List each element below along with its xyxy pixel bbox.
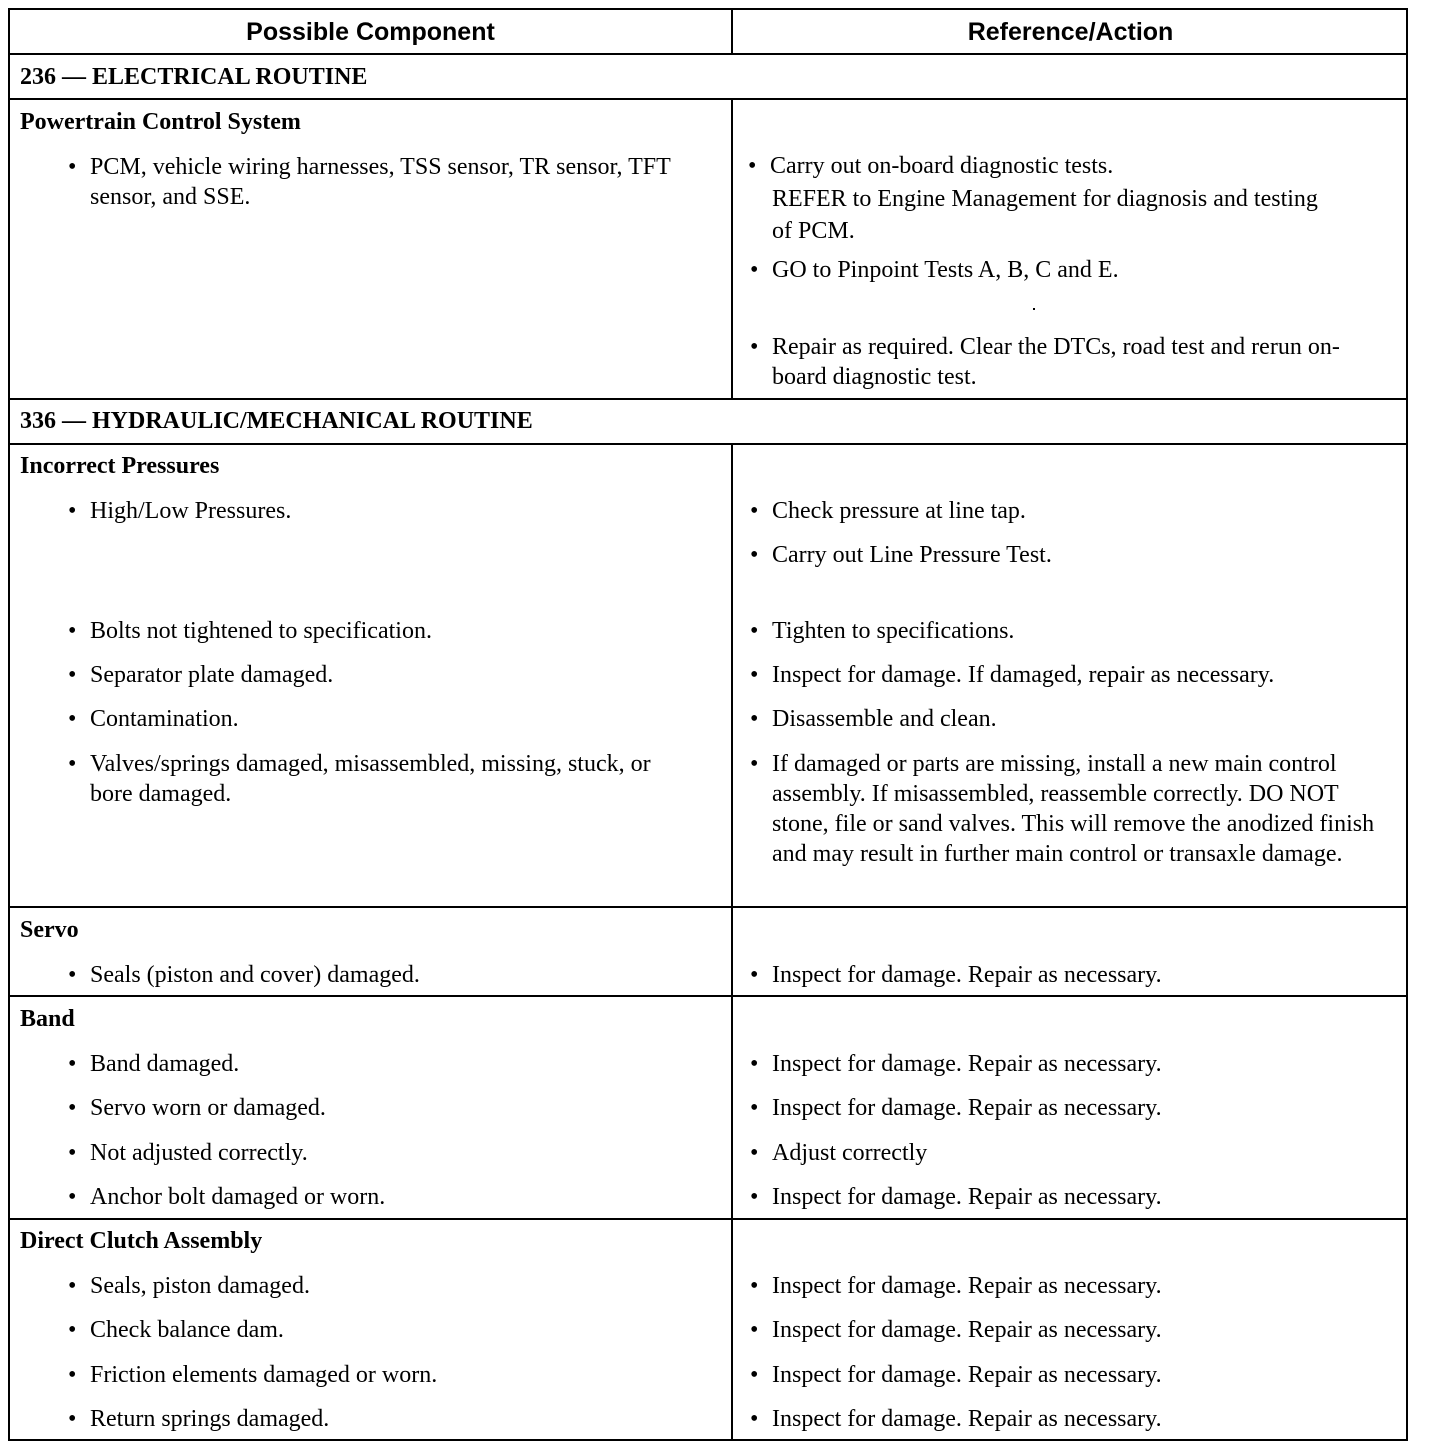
bullet: • bbox=[68, 662, 77, 688]
reference-text: REFER to Engine Management for diagnosis and testing of PCM. bbox=[772, 186, 1318, 244]
bullet: • bbox=[68, 962, 77, 988]
list-item: • GO to Pinpoint Tests A, B, C and E. bbox=[750, 257, 1119, 283]
bullet: • bbox=[748, 153, 757, 179]
list-item: • Tighten to specifications. bbox=[750, 618, 1015, 644]
bullet: • bbox=[750, 1362, 759, 1388]
bullet: • bbox=[68, 1317, 77, 1343]
column-header-reference-action: Reference/Action bbox=[967, 17, 1174, 46]
list-item: • Carry out Line Pressure Test. bbox=[750, 542, 1052, 568]
bullet: • bbox=[68, 1095, 77, 1121]
list-item: • If damaged or parts are missing, install a new main control assembly. If misassembled, reassemble correctly. DO NOT stone, file or sand valves. This will remove the anodized finish and may result in further main control or transaxle damage. bbox=[750, 751, 1375, 867]
list-item: • Inspect for damage. Repair as necessary. bbox=[750, 1184, 1162, 1210]
bullet: • bbox=[68, 751, 77, 777]
group-title-powertrain: Powertrain Control System bbox=[20, 109, 301, 135]
speck bbox=[1033, 308, 1035, 310]
list-item: • PCM, vehicle wiring harnesses, TSS sensor, TR sensor, TFT sensor, and SSE. bbox=[68, 154, 671, 210]
row-divider bbox=[10, 995, 1406, 997]
list-item: • Inspect for damage. Repair as necessary. bbox=[750, 1406, 1162, 1432]
list-item: • Inspect for damage. Repair as necessary. bbox=[750, 1051, 1162, 1077]
diagnosis-table bbox=[8, 8, 1408, 1441]
bullet: • bbox=[750, 1095, 759, 1121]
list-item: • Return springs damaged. bbox=[68, 1406, 330, 1432]
bullet: • bbox=[750, 1140, 759, 1166]
bullet: • bbox=[68, 1406, 77, 1432]
bullet: • bbox=[68, 706, 77, 732]
section-title-electrical: 236 — ELECTRICAL ROUTINE bbox=[20, 64, 368, 90]
column-header-possible-component: Possible Component bbox=[246, 17, 495, 46]
list-item: • Band damaged. bbox=[68, 1051, 240, 1077]
group-title-direct-clutch: Direct Clutch Assembly bbox=[20, 1228, 263, 1254]
bullet: • bbox=[750, 706, 759, 732]
list-item: • Anchor bolt damaged or worn. bbox=[68, 1184, 386, 1210]
list-item: • Inspect for damage. Repair as necessary. bbox=[750, 1095, 1162, 1121]
list-item: • Separator plate damaged. bbox=[68, 662, 334, 688]
list-item: • Seals (piston and cover) damaged. bbox=[68, 962, 420, 988]
row-divider bbox=[10, 443, 1406, 445]
bullet: • bbox=[750, 662, 759, 688]
bullet: • bbox=[68, 154, 77, 180]
list-item: • Contamination. bbox=[68, 706, 239, 732]
bullet: • bbox=[750, 1051, 759, 1077]
bullet: • bbox=[68, 1184, 77, 1210]
row-divider bbox=[10, 98, 1406, 100]
row-divider bbox=[10, 1218, 1406, 1220]
list-item: • Friction elements damaged or worn. bbox=[68, 1362, 438, 1388]
list-item: • Inspect for damage. Repair as necessary. bbox=[750, 962, 1162, 988]
row-divider bbox=[10, 906, 1406, 908]
group-title-band: Band bbox=[20, 1006, 75, 1032]
bullet: • bbox=[68, 1362, 77, 1388]
group-title-incorrect-pressures: Incorrect Pressures bbox=[20, 453, 220, 479]
row-divider bbox=[10, 53, 1406, 55]
bullet: • bbox=[750, 542, 759, 568]
list-item: • Adjust correctly bbox=[750, 1140, 928, 1166]
list-item: • High/Low Pressures. bbox=[68, 498, 292, 524]
list-item: • Carry out on-board diagnostic tests. bbox=[748, 153, 1114, 179]
bullet: • bbox=[750, 1406, 759, 1432]
bullet: • bbox=[750, 962, 759, 988]
row-divider bbox=[10, 398, 1406, 400]
bullet: • bbox=[750, 1273, 759, 1299]
list-item: • Repair as required. Clear the DTCs, road test and rerun on-board diagnostic test. bbox=[750, 334, 1340, 390]
list-item: • Bolts not tightened to specification. bbox=[68, 618, 432, 644]
list-item: • Valves/springs damaged, misassembled, missing, stuck, or bore damaged. bbox=[68, 751, 651, 807]
list-item: • Check balance dam. bbox=[68, 1317, 284, 1343]
bullet: • bbox=[68, 618, 77, 644]
bullet: • bbox=[750, 334, 759, 360]
list-item: • Servo worn or damaged. bbox=[68, 1095, 326, 1121]
column-divider bbox=[731, 443, 733, 1441]
bullet: • bbox=[68, 1140, 77, 1166]
list-item: • Check pressure at line tap. bbox=[750, 498, 1026, 524]
bullet: • bbox=[750, 257, 759, 283]
list-item: • Inspect for damage. Repair as necessary. bbox=[750, 1273, 1162, 1299]
section-title-hydraulic: 336 — HYDRAULIC/MECHANICAL ROUTINE bbox=[20, 408, 533, 434]
column-divider bbox=[731, 10, 733, 54]
bullet: • bbox=[68, 1051, 77, 1077]
list-item: • Seals, piston damaged. bbox=[68, 1273, 310, 1299]
bullet: • bbox=[750, 1317, 759, 1343]
list-item: • Disassemble and clean. bbox=[750, 706, 997, 732]
bullet: • bbox=[750, 1184, 759, 1210]
bullet: • bbox=[68, 498, 77, 524]
list-item: • Inspect for damage. Repair as necessary. bbox=[750, 1362, 1162, 1388]
list-item: • Inspect for damage. If damaged, repair as necessary. bbox=[750, 662, 1275, 688]
bullet: • bbox=[750, 618, 759, 644]
list-item: • Inspect for damage. Repair as necessary. bbox=[750, 1317, 1162, 1343]
column-divider bbox=[731, 98, 733, 399]
bullet: • bbox=[750, 751, 759, 777]
list-item: • Not adjusted correctly. bbox=[68, 1140, 308, 1166]
bullet: • bbox=[750, 498, 759, 524]
group-title-servo: Servo bbox=[20, 917, 79, 943]
bullet: • bbox=[68, 1273, 77, 1299]
